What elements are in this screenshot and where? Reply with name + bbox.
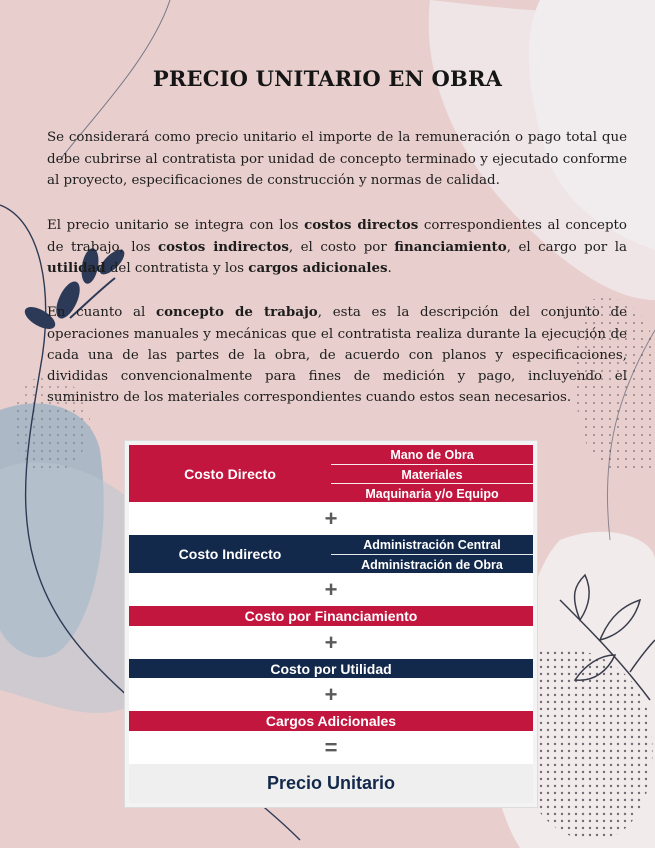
direct-cost-label: Costo Directo	[184, 465, 276, 482]
bold-costos-directos: costos directos	[304, 217, 419, 234]
bold-financiamiento: financiamiento	[394, 238, 507, 255]
text-span: En cuanto al	[47, 305, 156, 321]
plus-sign: +	[129, 678, 533, 711]
text-span: , el costo por	[288, 239, 395, 255]
direct-cost-items	[331, 445, 533, 502]
direct-item-machinery: Maquinaria y/o Equipo	[331, 483, 533, 503]
paragraph-components	[47, 215, 627, 279]
indirect-item-central: Administración Central	[363, 537, 501, 552]
text-span: del contratista y los	[105, 260, 249, 276]
unit-price-diagram	[124, 440, 538, 808]
direct-cost-row	[129, 445, 533, 502]
text-span: , el cargo por la	[506, 239, 627, 255]
plus-sign: +	[129, 626, 533, 659]
indirect-item-site: Administración de Obra	[331, 554, 533, 574]
bold-concepto-de-trabajo: concepto de trabajo	[155, 304, 318, 321]
direct-item-labor: Mano de Obra	[390, 447, 474, 462]
page-title: PRECIO UNITARIO EN OBRA	[152, 66, 503, 91]
plus-sign: +	[129, 573, 533, 606]
indirect-cost-label: Costo Indirecto	[178, 546, 282, 562]
bold-costos-indirectos: costos indirectos	[158, 238, 289, 255]
utility-cost-row: Costo por Utilidad	[129, 659, 533, 678]
text-span: , esta es la descripción del conjunto de operaciones manuales y mecánicas que el contratista realiza durante la ejecución de cada una de las partes de la obra, de acuerdo con planos y especificaciones, divididas convencionalmente para fines de medición y pago, incluyendo el suministro de los materiales correspondientes cuando estos sean necesarios.	[47, 305, 627, 406]
unit-price-result: Precio Unitario	[129, 764, 533, 803]
indirect-cost-row	[129, 535, 533, 573]
bold-utilidad: utilidad	[47, 259, 106, 276]
financing-cost-row: Costo por Financiamiento	[129, 606, 533, 626]
direct-item-materials: Materiales	[331, 464, 533, 484]
additional-charges-row: Cargos Adicionales	[129, 711, 533, 731]
paragraph-work-concept	[47, 302, 627, 408]
equals-sign: =	[129, 731, 533, 764]
plus-sign: +	[129, 502, 533, 535]
text-span: correspondientes al concepto de trabajo, los	[47, 218, 627, 255]
paragraph-definition: Se considerará como precio unitario el importe de la remuneración o pago total que debe cubrirse al contratista por unidad de concepto terminado y ejecutado conforme al proyecto, especificaciones de construcción y normas de calidad.	[47, 130, 627, 188]
indirect-cost-items	[331, 535, 533, 573]
bold-cargos-adicionales: cargos adicionales	[248, 259, 388, 276]
text-span: El precio unitario se integra con los	[47, 218, 305, 234]
text-span: .	[387, 260, 392, 276]
